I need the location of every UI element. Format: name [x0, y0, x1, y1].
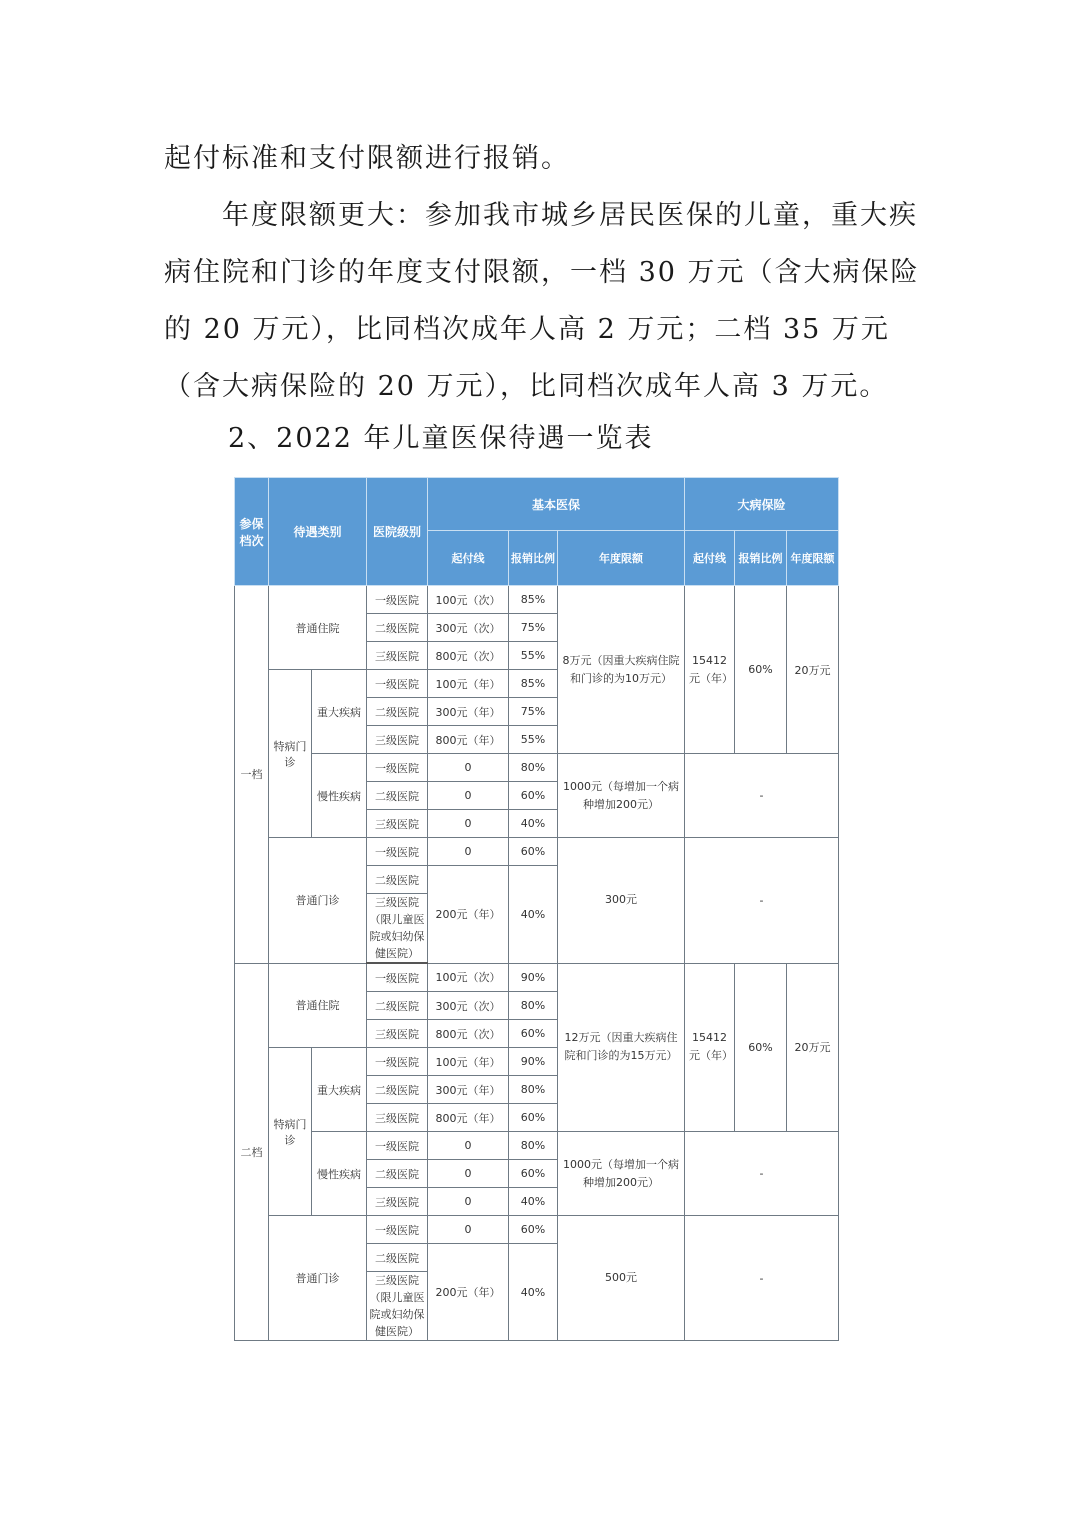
ratio-cell: 60%: [509, 782, 558, 810]
ratio-cell: 60%: [509, 1020, 558, 1048]
hospital-level: 一级医院: [367, 963, 428, 992]
serious-limit-cell: 20万元: [787, 963, 839, 1132]
header-serious-deductible: 起付线: [685, 531, 735, 586]
deductible-cell: 0: [428, 1160, 509, 1188]
hospital-level: 二级医院: [367, 698, 428, 726]
hospital-level: 二级医院: [367, 1076, 428, 1104]
hospital-level: 二级医院: [367, 992, 428, 1020]
deductible-cell: 0: [428, 1188, 509, 1216]
header-serious-limit: 年度限额: [787, 531, 839, 586]
deductible-cell: 800元（次）: [428, 1020, 509, 1048]
category-general-inpatient: 普通住院: [269, 963, 367, 1048]
chronic-limit-cell: 1000元（每增加一个病种增加200元）: [558, 1132, 685, 1216]
hospital-level: 三级医院: [367, 726, 428, 754]
annual-limit-cell: 8万元（因重大疾病住院和门诊的为10万元）: [558, 586, 685, 754]
hospital-level: 一级医院: [367, 754, 428, 782]
deductible-cell: 200元（年）: [428, 1244, 509, 1341]
deductible-cell: 800元（次）: [428, 642, 509, 670]
ratio-cell: 40%: [509, 1244, 558, 1341]
header-hospital-level: 医院级别: [367, 478, 428, 586]
category-general-outpatient: 普通门诊: [269, 1216, 367, 1341]
category-general-outpatient: 普通门诊: [269, 838, 367, 964]
serious-deductible-cell: 15412元（年）: [685, 586, 735, 754]
deductible-cell: 0: [428, 754, 509, 782]
subcategory-chronic-disease: 慢性疾病: [312, 1132, 367, 1216]
hospital-level: 一级医院: [367, 838, 428, 866]
outpatient-limit-cell: 300元: [558, 838, 685, 964]
deductible-cell: 0: [428, 838, 509, 866]
deductible-cell: 100元（次）: [428, 963, 509, 992]
table-row: [235, 754, 839, 782]
benefit-table: [234, 477, 839, 1341]
deductible-cell: 100元（年）: [428, 1048, 509, 1076]
hospital-level: 一级医院: [367, 1048, 428, 1076]
deductible-cell: 0: [428, 782, 509, 810]
serious-dash-cell: -: [685, 754, 839, 838]
category-special-outpatient: 特病门诊: [269, 1048, 312, 1216]
header-deductible: 起付线: [428, 531, 509, 586]
serious-ratio-cell: 60%: [735, 963, 787, 1132]
ratio-cell: 85%: [509, 586, 558, 614]
serious-ratio-cell: 60%: [735, 586, 787, 754]
hospital-level: 一级医院: [367, 586, 428, 614]
table-row: [235, 586, 839, 614]
hospital-level-note: 三级医院（限儿童医院或妇幼保健医院）: [367, 894, 428, 964]
deductible-cell: 300元（次）: [428, 614, 509, 642]
ratio-cell: 85%: [509, 670, 558, 698]
hospital-level: 三级医院: [367, 1188, 428, 1216]
annual-limit-cell: 12万元（因重大疾病住院和门诊的为15万元）: [558, 963, 685, 1132]
subcategory-major-disease: 重大疾病: [312, 1048, 367, 1132]
ratio-cell: 40%: [509, 1188, 558, 1216]
ratio-cell: 80%: [509, 1132, 558, 1160]
hospital-level: 二级医院: [367, 614, 428, 642]
table-row: [235, 838, 839, 866]
subcategory-chronic-disease: 慢性疾病: [312, 754, 367, 838]
serious-dash-cell: -: [685, 838, 839, 964]
category-special-outpatient: 特病门诊: [269, 670, 312, 838]
ratio-cell: 55%: [509, 642, 558, 670]
header-basic-insurance: 基本医保: [428, 478, 685, 531]
hospital-level: 一级医院: [367, 1216, 428, 1244]
tier-group: [235, 963, 839, 1341]
ratio-cell: 55%: [509, 726, 558, 754]
serious-dash-cell: -: [685, 1216, 839, 1341]
deductible-cell: 200元（年）: [428, 866, 509, 964]
hospital-level: 三级医院: [367, 642, 428, 670]
paragraph-annual-limit: 年度限额更大：参加我市城乡居民医保的儿童，重大疾病住院和门诊的年度支付限额，一档 30 万元（含大病保险的 20 万元），比同档次成年人高 2 万元；二档 35 万元（含大病保险的 20 万元），比同档次成年人高 3 万元。: [164, 200, 920, 402]
deductible-cell: 100元（年）: [428, 670, 509, 698]
hospital-level: 一级医院: [367, 1132, 428, 1160]
ratio-cell: 75%: [509, 698, 558, 726]
hospital-level: 二级医院: [367, 782, 428, 810]
hospital-level-note: 三级医院（限儿童医院或妇幼保健医院）: [367, 1272, 428, 1341]
category-general-inpatient: 普通住院: [269, 586, 367, 670]
header-category: 待遇类别: [269, 478, 367, 586]
hospital-level: 三级医院: [367, 1104, 428, 1132]
ratio-cell: 90%: [509, 963, 558, 992]
hospital-level: 一级医院: [367, 670, 428, 698]
ratio-cell: 40%: [509, 866, 558, 964]
deductible-cell: 100元（次）: [428, 586, 509, 614]
header-annual-limit: 年度限额: [558, 531, 685, 586]
hospital-level: 三级医院: [367, 1020, 428, 1048]
hospital-level: 二级医院: [367, 1160, 428, 1188]
subcategory-major-disease: 重大疾病: [312, 670, 367, 754]
ratio-cell: 60%: [509, 1104, 558, 1132]
table-row: [235, 963, 839, 992]
outpatient-limit-cell: 500元: [558, 1216, 685, 1341]
hospital-level: 三级医院: [367, 810, 428, 838]
ratio-cell: 80%: [509, 992, 558, 1020]
section-title: 2、2022 年儿童医保待遇一览表: [228, 423, 654, 454]
table-row: [235, 1216, 839, 1244]
header-ratio: 报销比例: [509, 531, 558, 586]
ratio-cell: 60%: [509, 1216, 558, 1244]
deductible-cell: 0: [428, 1216, 509, 1244]
deductible-cell: 0: [428, 810, 509, 838]
deductible-cell: 300元（次）: [428, 992, 509, 1020]
deductible-cell: 300元（年）: [428, 698, 509, 726]
ratio-cell: 80%: [509, 1076, 558, 1104]
deductible-cell: 800元（年）: [428, 726, 509, 754]
deductible-cell: 0: [428, 1132, 509, 1160]
ratio-cell: 90%: [509, 1048, 558, 1076]
chronic-limit-cell: 1000元（每增加一个病种增加200元）: [558, 754, 685, 838]
paragraph-intro-end: 起付标准和支付限额进行报销。: [164, 143, 570, 174]
tier-name: 一档: [235, 586, 269, 964]
ratio-cell: 60%: [509, 1160, 558, 1188]
header-tier: 参保档次: [235, 478, 269, 586]
deductible-cell: 800元（年）: [428, 1104, 509, 1132]
deductible-cell: 300元（年）: [428, 1076, 509, 1104]
tier-name: 二档: [235, 963, 269, 1341]
tier-group: [235, 586, 839, 964]
table-row: [235, 1132, 839, 1160]
hospital-level: 二级医院: [367, 1244, 428, 1272]
header-serious-illness: 大病保险: [685, 478, 839, 531]
ratio-cell: 40%: [509, 810, 558, 838]
ratio-cell: 75%: [509, 614, 558, 642]
serious-dash-cell: -: [685, 1132, 839, 1216]
ratio-cell: 60%: [509, 838, 558, 866]
hospital-level: 二级医院: [367, 866, 428, 894]
serious-limit-cell: 20万元: [787, 586, 839, 754]
ratio-cell: 80%: [509, 754, 558, 782]
header-serious-ratio: 报销比例: [735, 531, 787, 586]
serious-deductible-cell: 15412元（年）: [685, 963, 735, 1132]
